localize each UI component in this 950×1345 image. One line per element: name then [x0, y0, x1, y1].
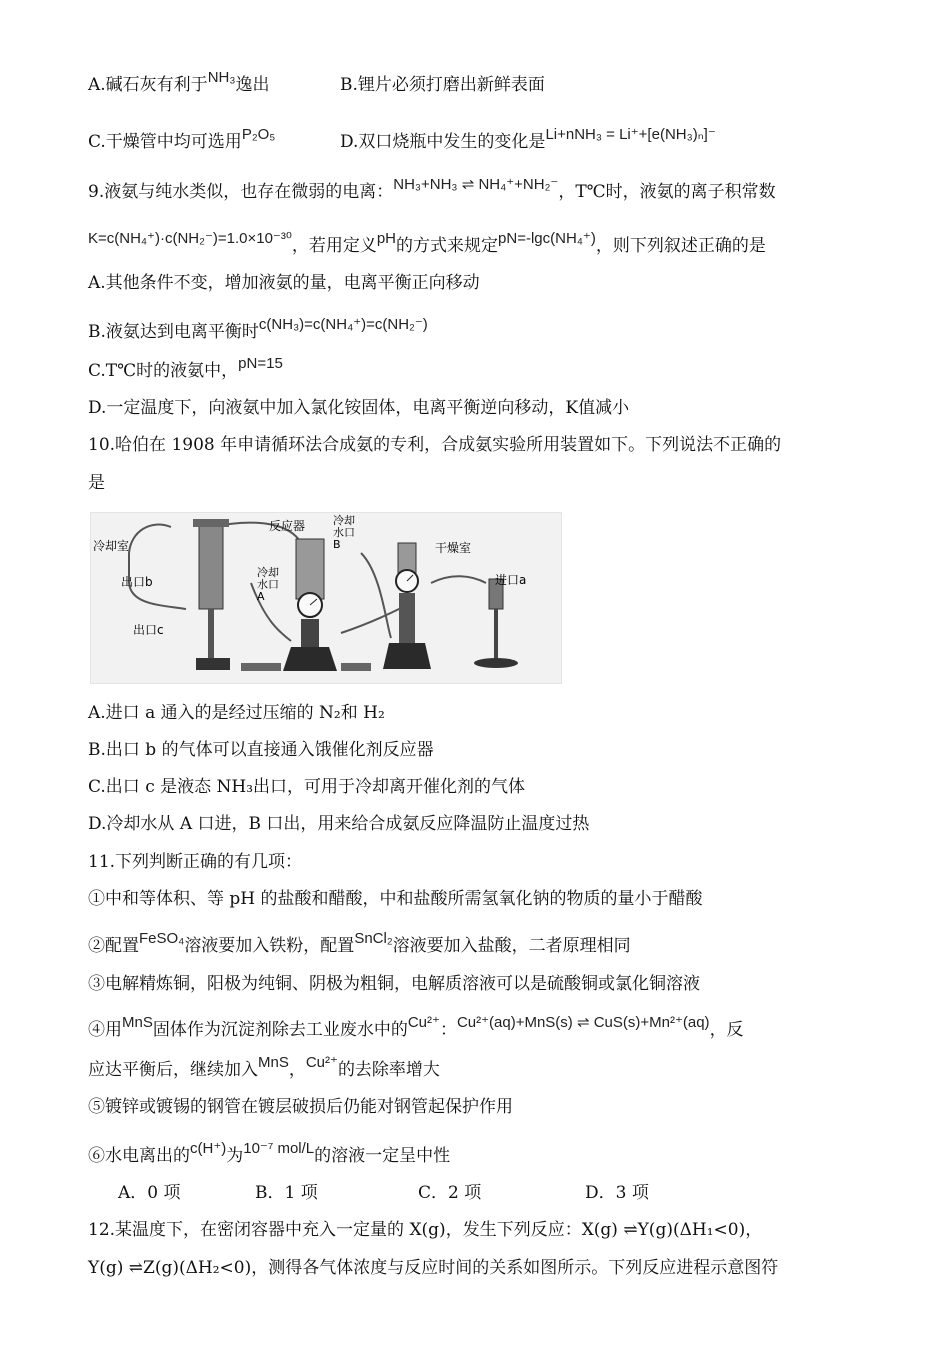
q10-option-b: B.出口 b 的气体可以直接通入饿催化剂反应器 [88, 740, 434, 760]
formula-feso4: FeSO₄ [139, 930, 185, 947]
formula-li-nh3: Li+nNH₃ = Li⁺+[e(NH₃)ₙ]⁻ [545, 126, 716, 143]
formula-ion-product: K=c(NH₄⁺)·c(NH₂⁻)=1.0×10⁻³⁰ [88, 230, 292, 247]
q11-statement-4-cont: 应达平衡后，继续加入MnS，Cu²⁺的去除率增大 [88, 1054, 440, 1080]
q9-stem-line2: K=c(NH₄⁺)·c(NH₂⁻)=1.0×10⁻³⁰，若用定义pH的方式来规定pN=-lgc(NH₄⁺)，则下列叙述正确的是 [88, 230, 766, 256]
q9-option-b: B.液氨达到电离平衡时c(NH₃)=c(NH₄⁺)=c(NH₂⁻) [88, 316, 428, 342]
q11-statement-2: ②配置FeSO₄溶液要加入铁粉，配置SnCl₂溶液要加入盐酸，二者原理相同 [88, 930, 631, 956]
q12-stem-line2: Y(g) ⇌Z(g)(ΔH₂<0)，测得各气体浓度与反应时间的关系如图所示。下列反应进程示意图符 [88, 1258, 779, 1278]
formula-precipitation-equilibrium: Cu²⁺(aq)+MnS(s) ⇌ CuS(s)+Mn²⁺(aq) [456, 1014, 710, 1031]
label-cooling-water-a: 冷却 水口 A [257, 566, 279, 603]
formula-pn15: pN=15 [238, 355, 283, 372]
formula-pn-definition: pN=-lgc(NH₄⁺) [498, 230, 596, 247]
q11-statement-5: ⑤镀锌或镀锡的钢管在镀层破损后仍能对钢管起保护作用 [88, 1097, 513, 1117]
q11-choice-c: C．2 项 [418, 1183, 482, 1203]
q11-statement-1: ①中和等体积、等 pH 的盐酸和醋酸，中和盐酸所需氢氧化钠的物质的量小于醋酸 [88, 889, 703, 909]
q12-stem-line1: 12.某温度下，在密闭容器中充入一定量的 X(g)，发生下列反应：X(g) ⇌Y(g)(ΔH₁<0)， [88, 1220, 763, 1240]
label-cooling-water-b: 冷却 水口 B [333, 514, 355, 551]
q11-statement-4: ④用MnS固体作为沉淀剂除去工业废水中的Cu²⁺：Cu²⁺(aq)+MnS(s) ⇌ CuS(s)+Mn²⁺(aq)，反 [88, 1014, 744, 1040]
q9-stem-line1: 9.液氨与纯水类似，也存在微弱的电离：NH₃+NH₃ ⇌ NH₄⁺+NH₂⁻，T℃时，液氨的离子积常数 [88, 176, 776, 202]
q11-stem: 11.下列判断正确的有几项： [88, 852, 303, 872]
label-outlet-c: 出口c [133, 623, 164, 637]
q11-statement-3: ③电解精炼铜，阳极为纯铜、阴极为粗铜，电解质溶液可以是硫酸铜或氯化铜溶液 [88, 974, 700, 994]
q8-option-b: B.锂片必须打磨出新鲜表面 [340, 75, 545, 95]
q11-choice-d: D．3 项 [585, 1183, 649, 1203]
q11-choice-b: B．1 项 [255, 1183, 318, 1203]
label-outlet-b: 出口b [121, 575, 153, 589]
formula-ch: c(H⁺) [190, 1140, 227, 1157]
formula-nh3: NH₃ [207, 69, 236, 86]
q11-statement-6: ⑥水电离出的c(H⁺)为10⁻⁷ mol/L的溶液一定呈中性 [88, 1140, 451, 1166]
formula-concentration: 10⁻⁷ mol/L [243, 1140, 315, 1157]
formula-equal-concentrations: c(NH₃)=c(NH₄⁺)=c(NH₂⁻) [258, 316, 428, 333]
q9-option-c: C.T℃时的液氨中，pN=15 [88, 355, 283, 381]
q10-option-a: A.进口 a 通入的是经过压缩的 N₂和 H₂ [88, 703, 385, 723]
q8-option-a: A.碱石灰有利于NH₃逸出 [88, 69, 270, 95]
q8-option-c: C.干燥管中均可选用P₂O₅ [88, 126, 276, 152]
q10-option-c: C.出口 c 是液态 NH₃出口，可用于冷却离开催化剂的气体 [88, 777, 526, 797]
label-reactor: 反应器 [269, 519, 306, 533]
q10-option-d: D.冷却水从 A 口进，B 口出，用来给合成氨反应降温防止温度过热 [88, 814, 590, 834]
q8-option-d: D.双口烧瓶中发生的变化是Li+nNH₃ = Li⁺+[e(NH₃)ₙ]⁻ [340, 126, 716, 152]
formula-ammonia-ionization: NH₃+NH₃ ⇌ NH₄⁺+NH₂⁻ [393, 176, 559, 193]
q10-stem-line1: 10.哈伯在 1908 年申请循环法合成氨的专利，合成氨实验所用装置如下。下列说法不正确的 [88, 435, 782, 455]
label-inlet-a: 进口a [495, 573, 527, 587]
q9-option-a: A.其他条件不变，增加液氨的量，电离平衡正向移动 [88, 273, 480, 293]
q11-choice-a: A．0 项 [118, 1183, 181, 1203]
formula-sncl2: SnCl₂ [354, 930, 393, 947]
formula-p2o5: P₂O₅ [241, 126, 276, 143]
label-drying-room: 干燥室 [435, 541, 472, 555]
q9-option-d: D.一定温度下，向液氨中加入氯化铵固体，电离平衡逆向移动，K值减小 [88, 398, 630, 418]
label-cooling-room: 冷却室 [93, 539, 130, 553]
haber-apparatus-figure [90, 512, 562, 684]
apparatus-drawing [91, 513, 561, 683]
q10-stem-line2: 是 [88, 473, 105, 493]
